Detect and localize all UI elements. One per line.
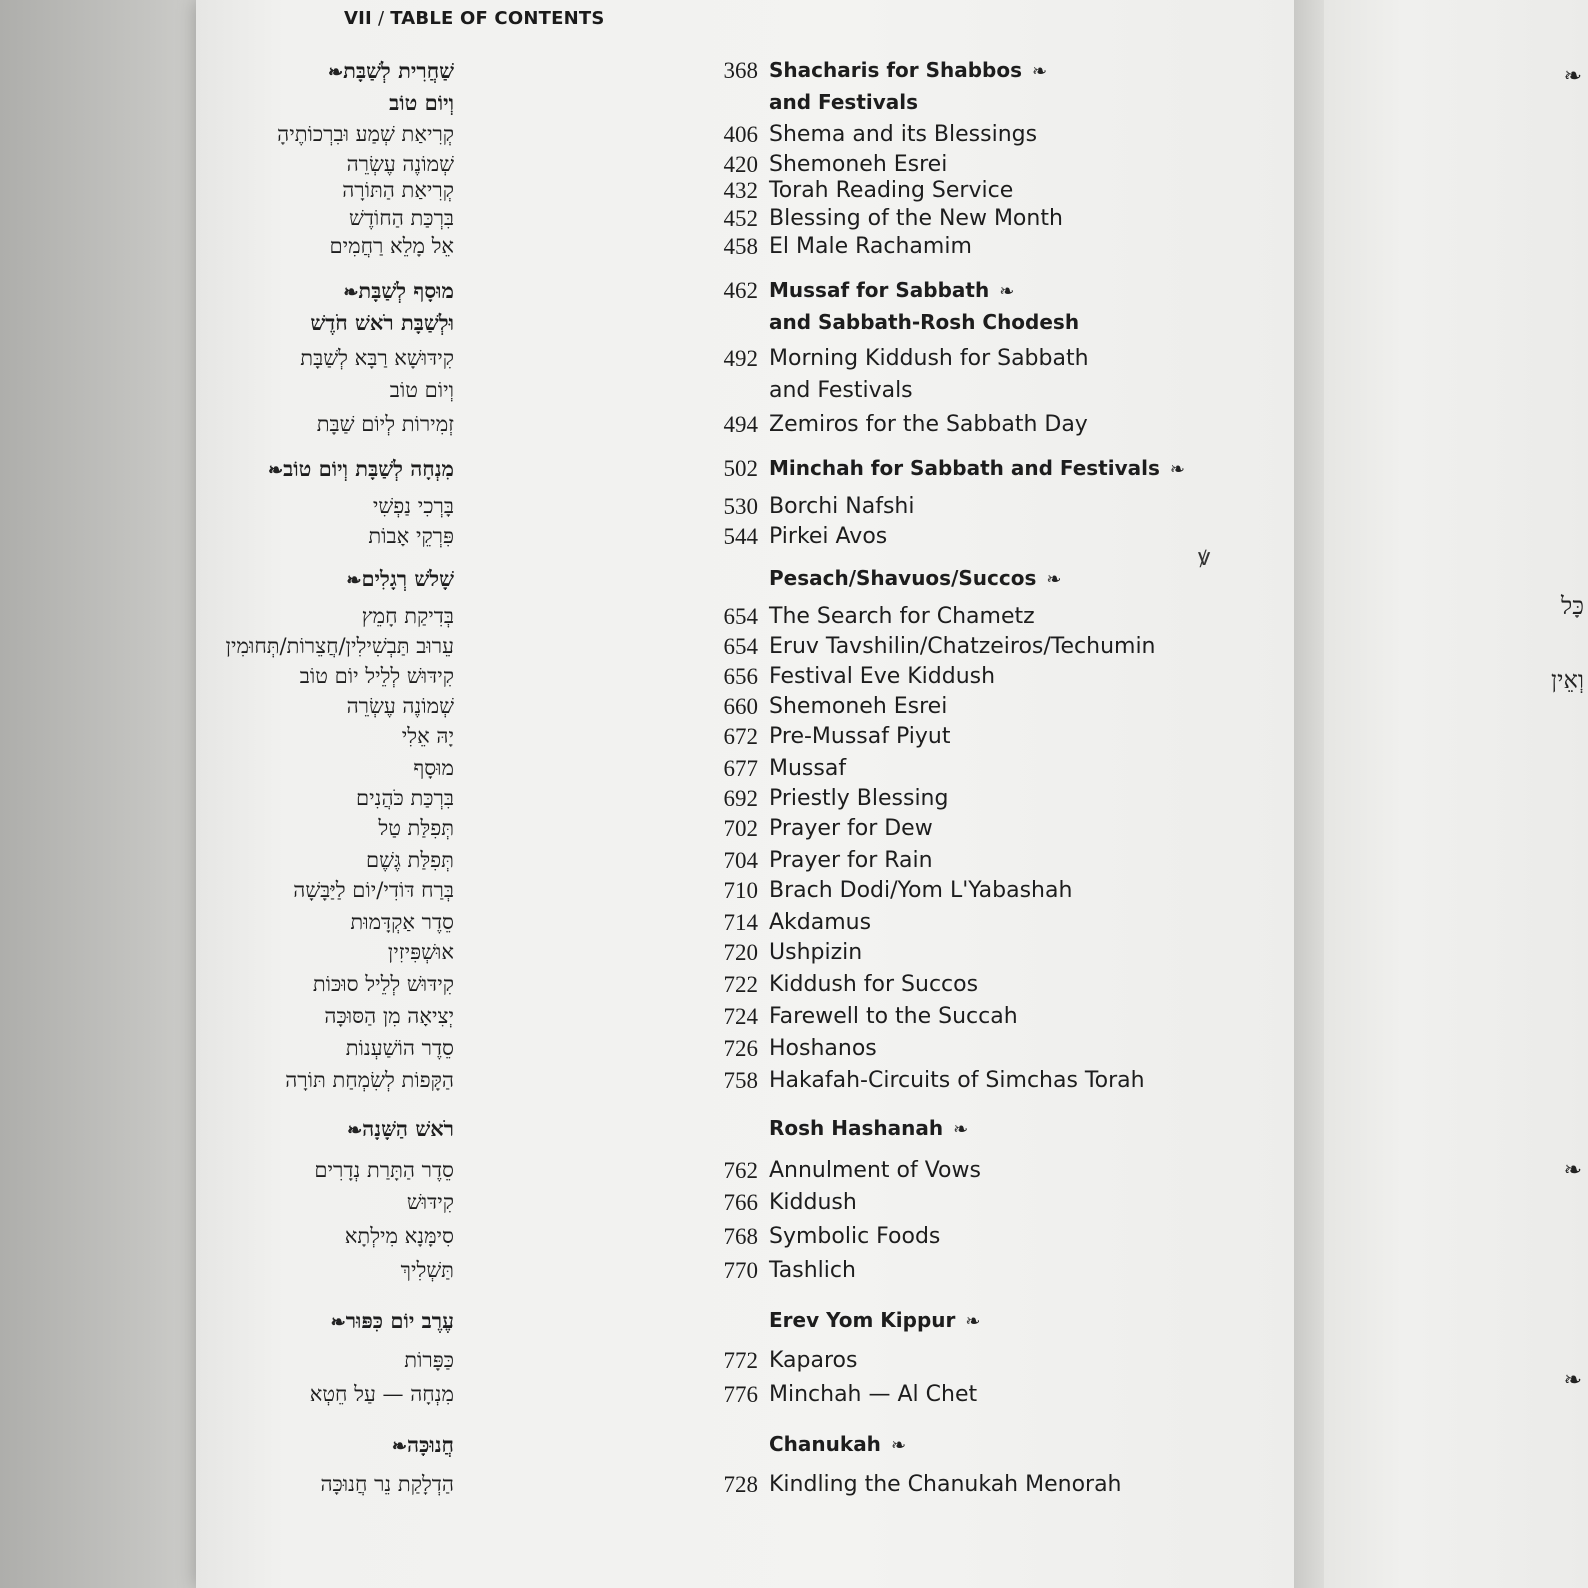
page-number: 654 (723, 634, 758, 659)
hebrew-title-continuation: וְיוֹם טוֹב (389, 378, 454, 402)
english-title-text: Morning Kiddush for Sabbath (769, 346, 1089, 371)
english-title-text: Minchah — Al Chet (769, 1382, 978, 1407)
leaf-ornament-icon: ❧ (999, 281, 1015, 302)
english-title-text: Brach Dodi/Yom L'Yabashah (769, 878, 1073, 903)
page-number: 724 (723, 1004, 758, 1029)
hebrew-title: הַדְלָקַת נֵר חֲנוּכָּה (320, 1472, 454, 1496)
english-title (769, 152, 947, 177)
english-title (769, 278, 1014, 302)
english-title (769, 1036, 877, 1061)
page-number: 702 (723, 816, 758, 841)
page-number: 770 (723, 1258, 758, 1283)
toc-entry (0, 346, 1300, 403)
hebrew-title: אוּשְׁפִּיזִין (387, 940, 454, 964)
page-number: 432 (723, 178, 758, 203)
hebrew-title: סֵדֶר הַתָּרַת נְדָרִים (314, 1158, 454, 1182)
hebrew-title: כַּפָּרוֹת (404, 1348, 454, 1372)
toc-entry (0, 724, 1300, 756)
toc-entry (0, 940, 1300, 972)
hebrew-title: יָהּ אֵלִי (401, 724, 454, 748)
page-number: 462 (723, 278, 758, 303)
english-title (769, 694, 947, 719)
page-number: 692 (723, 786, 758, 811)
hebrew-title: בִּרְכַּת הַחוֹדֶשׁ (348, 206, 454, 230)
leaf-ornament-icon: ❧ (330, 1312, 346, 1333)
english-title (769, 664, 995, 689)
leaf-ornament-icon: ❧ (343, 282, 359, 303)
leaf-ornament-icon: ❧ (890, 1435, 907, 1456)
hebrew-title-continuation: וּלְשַׁבָּת רֹאשׁ חֹדֶשׁ (310, 310, 454, 335)
english-title (769, 1348, 857, 1373)
english-title (769, 786, 948, 811)
leaf-ornament-icon: ❧ (391, 1436, 408, 1457)
toc-entry (0, 664, 1300, 696)
toc-section-heading (0, 456, 1300, 488)
hebrew-title-text: רֹאשׁ הַשָּׁנָה (362, 1116, 454, 1141)
leaf-ornament-icon: ❧ (1032, 61, 1048, 82)
hebrew-title-text: שַׁחֲרִית לְשַׁבָּת (343, 58, 454, 83)
facing-page (1324, 0, 1588, 1588)
page-number: 720 (723, 940, 758, 965)
english-title-text: Farewell to the Succah (769, 1004, 1018, 1029)
toc-entry (0, 694, 1300, 726)
page-number: 768 (723, 1224, 758, 1249)
hebrew-title (318, 58, 454, 84)
hebrew-title-continuation: וְיוֹם טוֹב (389, 90, 454, 115)
page-number: 772 (723, 1348, 758, 1373)
page-number: 660 (723, 694, 758, 719)
hebrew-title: מוּסָף (413, 756, 454, 780)
toc-entry (0, 234, 1300, 266)
leaf-ornament-icon: ❧ (328, 62, 344, 83)
english-title (769, 1004, 1018, 1029)
hebrew-title: סֵדֶר אַקְדָּמוּת (350, 910, 454, 934)
page-number: 654 (723, 604, 758, 629)
page-roman-numeral: VII (344, 8, 372, 29)
page-number: 762 (723, 1158, 758, 1183)
toc-entry (0, 1258, 1300, 1290)
leaf-ornament-icon: ❧ (1563, 1368, 1582, 1393)
toc-section-heading (0, 58, 1300, 115)
page-number: 452 (723, 206, 758, 231)
page-number: 714 (723, 910, 758, 935)
hebrew-title: תְּפִלַּת טַל (378, 816, 454, 840)
hebrew-title: שְׁמוֹנֶה עֶשְׂרֵה (346, 694, 454, 718)
hebrew-title: בָּרְכִי נַפְשִׁי (372, 494, 454, 518)
leaf-ornament-icon: ❧ (953, 1119, 969, 1140)
english-title (769, 206, 1063, 231)
page-number: 458 (723, 234, 758, 259)
hebrew-title-text: עֶרֶב יוֹם כִּפּוּר (345, 1308, 454, 1333)
hebrew-title-text: מוּסָף לְשַׁבָּת (358, 278, 454, 303)
page-number: 677 (723, 756, 758, 781)
hebrew-title: בְּרַח דּוֹדִי/יוֹם לַיַּבָּשָׁה (293, 878, 454, 902)
english-title (769, 1382, 977, 1407)
page-number: 766 (723, 1190, 758, 1215)
english-title-continuation: and Festivals (769, 90, 919, 114)
page-number: 492 (723, 346, 758, 371)
leaf-ornament-icon: ❧ (1046, 569, 1062, 590)
toc-entry (0, 1036, 1300, 1068)
toc-entry (0, 634, 1300, 666)
toc-entry (0, 1348, 1300, 1380)
english-title-text: Zemiros for the Sabbath Day (769, 412, 1088, 437)
hebrew-title: בְּדִיקַת חָמֵץ (361, 604, 454, 628)
toc-section-heading (0, 1308, 1300, 1340)
toc-entry (0, 848, 1300, 880)
leaf-ornament-icon: ❧ (1563, 1158, 1582, 1183)
toc-entry (0, 1382, 1300, 1414)
toc-entry (0, 122, 1300, 154)
toc-entry (0, 1472, 1300, 1504)
leaf-ornament-icon: ❧ (1563, 64, 1582, 89)
english-title-text: Prayer for Rain (769, 848, 933, 873)
english-title (769, 972, 978, 997)
english-title (769, 412, 1088, 437)
hebrew-title (258, 456, 454, 482)
page-number: 722 (723, 972, 758, 997)
hebrew-title (333, 278, 454, 304)
english-title-text: Prayer for Dew (769, 816, 933, 841)
english-title-text: Hoshanos (769, 1036, 877, 1061)
hebrew-title: סִימָּנָא מִילְתָא (344, 1224, 454, 1248)
english-title (769, 1432, 906, 1456)
english-title (769, 724, 950, 749)
english-title (769, 494, 914, 519)
english-title-text: Kindling the Chanukah Menorah (769, 1472, 1122, 1497)
english-title-text: Pesach/Shavuos/Succos (769, 566, 1037, 590)
english-title-text: Minchah for Sabbath and Festivals (769, 456, 1160, 480)
header-separator: / (377, 8, 385, 29)
english-title (769, 122, 1037, 147)
toc-entry (0, 1158, 1300, 1190)
toc-section-heading (0, 566, 1300, 598)
toc-entry (0, 524, 1300, 556)
hebrew-title (337, 1116, 454, 1142)
english-title-text: El Male Rachamim (769, 234, 972, 259)
english-title (769, 816, 933, 841)
page-number: 704 (723, 848, 758, 873)
hebrew-title: עֵרוּב תַּבְשִׁילִין/חֲצֵרוֹת/תְּחוּמִין (225, 634, 454, 658)
english-title (769, 1224, 940, 1249)
english-title (769, 178, 1013, 203)
page-number: 726 (723, 1036, 758, 1061)
english-title (769, 234, 972, 259)
english-title-text: Rosh Hashanah (769, 1116, 944, 1140)
toc-entry (0, 786, 1300, 818)
english-title-text: Kiddush (769, 1190, 857, 1215)
english-title (769, 940, 862, 965)
hebrew-title: שְׁמוֹנֶה עֶשְׂרֵה (346, 152, 454, 176)
english-title (769, 910, 871, 935)
toc-entry (0, 1224, 1300, 1256)
english-title-text: Mussaf for Sabbath (769, 278, 990, 302)
english-title-text: Kaparos (769, 1348, 858, 1373)
page-number: 710 (723, 878, 758, 903)
hebrew-title-text: מִנְחָה לְשַׁבָּת וְיוֹם טוֹב (283, 456, 454, 481)
english-title (769, 1308, 980, 1332)
page-number: 728 (723, 1472, 758, 1497)
hebrew-title (336, 566, 454, 592)
english-title-text: Priestly Blessing (769, 786, 949, 811)
hebrew-title: קִידּוּשׁ לְלֵיל סוּכּוֹת (312, 972, 454, 996)
english-title-continuation: and Sabbath-Rosh Chodesh (769, 310, 1080, 334)
english-title (769, 524, 887, 549)
ink-mark: ꝟ (1198, 543, 1211, 571)
toc-entry (0, 1004, 1300, 1036)
hebrew-title: קִידּוּשָׁא רַבָּא לְשַׁבָּת (300, 346, 454, 370)
hebrew-title (382, 1432, 454, 1458)
english-title (769, 634, 1156, 659)
page-number: 672 (723, 724, 758, 749)
english-title-text: Symbolic Foods (769, 1224, 941, 1249)
english-title (769, 848, 933, 873)
english-title-text: Tashlich (769, 1258, 856, 1283)
toc-section-heading (0, 1432, 1300, 1464)
hebrew-title: פִּרְקֵי אָבוֹת (368, 524, 454, 548)
english-title-text: Eruv Tavshilin/Chatzeiros/Techumin (769, 634, 1156, 659)
hebrew-title: קִידּוּשׁ (406, 1190, 454, 1214)
hebrew-title: קִידּוּשׁ לְלֵיל יוֹם טוֹב (299, 664, 454, 688)
hebrew-title: יְצִיאָה מִן הַסּוּכָּה (324, 1004, 454, 1028)
hebrew-title: תְּפִלַּת גֶּשֶׁם (365, 848, 454, 872)
toc-entry (0, 878, 1300, 910)
english-title-text: Torah Reading Service (769, 178, 1014, 203)
toc-entry (0, 972, 1300, 1004)
english-title (769, 756, 846, 781)
english-title-continuation: and Festivals (769, 378, 913, 403)
leaf-ornament-icon: ❧ (1169, 459, 1185, 480)
english-title (769, 604, 1035, 629)
english-title (769, 1158, 981, 1183)
english-title (769, 456, 1185, 480)
page-number: 406 (723, 122, 758, 147)
english-title-text: Ushpizin (769, 940, 863, 965)
page-number: 368 (723, 58, 758, 83)
toc-section-heading (0, 278, 1300, 335)
page-number: 420 (723, 152, 758, 177)
page-number: 544 (723, 524, 758, 549)
page-number: 494 (723, 412, 758, 437)
english-title-text: Festival Eve Kiddush (769, 664, 996, 689)
english-title-text: Blessing of the New Month (769, 206, 1063, 231)
toc-entry (0, 412, 1300, 444)
english-title-text: Chanukah (769, 1432, 881, 1456)
hebrew-title (321, 1308, 454, 1334)
english-title (769, 346, 1089, 371)
english-title-text: Shemoneh Esrei (769, 694, 948, 719)
toc-entry (0, 1190, 1300, 1222)
hebrew-title: תַּשְׁלִיךְ (400, 1258, 454, 1282)
english-title-text: Shacharis for Shabbos (769, 58, 1022, 82)
toc-entry (0, 494, 1300, 526)
toc-entry (0, 910, 1300, 942)
english-title (769, 1472, 1122, 1497)
english-title-text: Annulment of Vows (769, 1158, 981, 1183)
leaf-ornament-icon: ❧ (965, 1311, 981, 1332)
english-title (769, 878, 1072, 903)
page-title: TABLE OF CONTENTS (390, 8, 605, 29)
english-title (769, 566, 1061, 590)
hebrew-title: סֵדֶר הוֹשַׁעְנוֹת (345, 1036, 454, 1060)
english-title-text: The Search for Chametz (769, 604, 1035, 629)
english-title-text: Shemoneh Esrei (769, 152, 948, 177)
hebrew-title: בִּרְכַּת כֹּהֲנִים (356, 786, 454, 810)
english-title (769, 58, 1047, 82)
toc-entry (0, 816, 1300, 848)
english-title-text: Hakafah-Circuits of Simchas Torah (769, 1068, 1145, 1093)
hebrew-title-text: חֲנוּכָּה (407, 1432, 454, 1457)
leaf-ornament-icon: ❧ (347, 1120, 363, 1141)
hebrew-title-text: שָׁלֹשׁ רְגָלִים (361, 566, 454, 591)
english-title-text: Borchi Nafshi (769, 494, 915, 519)
english-title (769, 1258, 856, 1283)
toc-entry (0, 604, 1300, 636)
english-title (769, 1068, 1145, 1093)
toc-entry (0, 1068, 1300, 1100)
english-title (769, 1116, 968, 1140)
page-number: 530 (723, 494, 758, 519)
english-title-text: Kiddush for Succos (769, 972, 979, 997)
hebrew-title: זְמִירוֹת לְיוֹם שַׁבָּת (316, 412, 454, 436)
facing-page-text-1: כָּל (1561, 592, 1584, 620)
page-number: 502 (723, 456, 758, 481)
page-number: 656 (723, 664, 758, 689)
hebrew-title: קְרִיאַת שְׁמַע וּבִרְכוֹתֶיהָ (277, 122, 454, 146)
page-number: 758 (723, 1068, 758, 1093)
hebrew-title: מִנְחָה — עַל חֵטְא (309, 1382, 454, 1406)
english-title-text: Shema and its Blessings (769, 122, 1038, 147)
english-title-text: Erev Yom Kippur (769, 1308, 956, 1332)
english-title-text: Akdamus (769, 910, 872, 935)
toc-section-heading (0, 1116, 1300, 1148)
toc-entry (0, 756, 1300, 788)
page-number: 776 (723, 1382, 758, 1407)
facing-page-text-2: וְאֵין (1551, 666, 1584, 694)
hebrew-title: אֵל מָלֵא רַחֲמִים (329, 234, 454, 258)
hebrew-title: קְרִיאַת הַתּוֹרָה (342, 178, 454, 202)
leaf-ornament-icon: ❧ (346, 570, 362, 591)
hebrew-title: הַקָּפוֹת לְשִׂמְחַת תּוֹרָה (285, 1068, 454, 1092)
leaf-ornament-icon: ❧ (268, 460, 284, 481)
running-header (344, 8, 605, 29)
english-title-text: Mussaf (769, 756, 847, 781)
english-title-text: Pirkei Avos (769, 524, 888, 549)
english-title-text: Pre-Mussaf Piyut (769, 724, 951, 749)
english-title (769, 1190, 857, 1215)
